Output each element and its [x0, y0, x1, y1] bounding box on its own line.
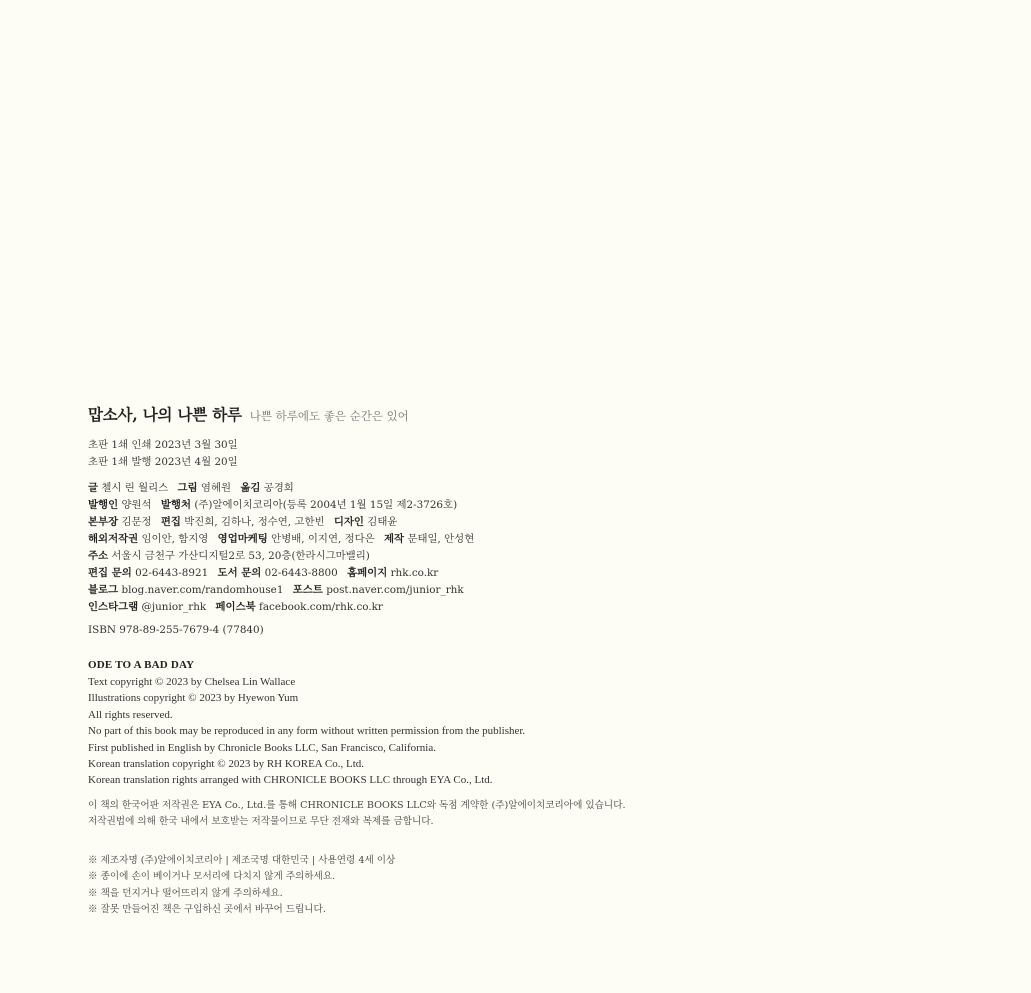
house-name: (주)알에이치코리아(등록 2004년 1월 15일 제2-3726호) [194, 499, 458, 511]
book-contact-label: 도서 문의 [217, 567, 262, 579]
book-subtitle: 나쁜 하루에도 좋은 순간은 있어 [249, 409, 409, 423]
book-title: 맙소사, 나의 나쁜 하루 [88, 405, 242, 424]
copyright-notice: 저작권법에 의해 한국 내에서 보호받는 저작물이므로 무단 전재와 복제를 금합니다. [88, 816, 434, 828]
edit-contact-phone: 02-6443-8921 [135, 567, 209, 579]
edit-label: 편집 [160, 516, 181, 528]
foreign-names: 임이안, 함지영 [141, 533, 209, 545]
instagram-label: 인스타그램 [88, 601, 139, 613]
colophon [88, 403, 988, 919]
social-line [88, 599, 988, 616]
address-value: 서울시 금천구 가산디지털2로 53, 20층(한라시그마밸리) [111, 550, 370, 562]
head-label: 본부장 [88, 516, 119, 528]
english-line: Korean translation copyright © 2023 by RH KOREA Co., Ltd. [88, 758, 364, 771]
contact-line [88, 565, 988, 582]
safety-note: ※ 잘못 만들어진 책은 구입하신 곳에서 바꾸어 드립니다. [88, 904, 326, 916]
address-label: 주소 [88, 550, 109, 562]
title-row [88, 403, 988, 425]
post-label: 포스트 [292, 584, 323, 596]
publisher-name: 양원석 [121, 499, 152, 511]
design-label: 디자인 [333, 516, 364, 528]
safety-note: ※ 제조자명 (주)알에이치코리아 | 제조국명 대한민국 | 사용연령 4세 이상 [88, 854, 396, 866]
head-name: 김문정 [121, 516, 152, 528]
edit-names: 박진희, 김하나, 정수연, 고한빈 [184, 516, 325, 528]
english-line: Illustrations copyright © 2023 by Hyewon Yum [88, 692, 299, 705]
publisher-label: 발행인 [88, 499, 119, 511]
isbn: ISBN 978-89-255-7679-4 (77840) [88, 624, 264, 636]
credits-line [88, 480, 988, 497]
address-line [88, 548, 988, 565]
safety-note: ※ 책을 던지거나 떨어뜨리지 않게 주의하세요. [88, 887, 283, 899]
illust-name: 염혜원 [200, 482, 232, 494]
homepage-label: 홈페이지 [347, 567, 388, 579]
blog-label: 블로그 [88, 584, 119, 596]
illust-label: 그림 [177, 482, 198, 494]
author-name: 첼시 린 월리스 [101, 482, 169, 494]
facebook-label: 페이스북 [215, 601, 256, 613]
blog-line [88, 582, 988, 599]
foreign-label: 해외저작권 [88, 533, 139, 545]
book-contact-phone: 02-6443-8800 [264, 567, 338, 579]
house-label: 발행처 [160, 499, 191, 511]
copyright-notice: 이 책의 한국어판 저작권은 EYA Co., Ltd.를 통해 CHRONICLE BOOKS LLC와 독점 계약한 (주)알에이치코리아에 있습니다. [88, 799, 626, 811]
production-names: 문태일, 안성현 [407, 533, 475, 545]
blog-url: blog.naver.com/randomhouse1 [121, 584, 284, 596]
english-title: ODE TO A BAD DAY [88, 659, 195, 671]
marketing-label: 영업마케팅 [217, 533, 268, 545]
homepage-url: rhk.co.kr [390, 567, 439, 579]
english-line: All rights reserved. [88, 708, 173, 721]
facebook-url: facebook.com/rhk.co.kr [258, 601, 383, 613]
design-name: 김태윤 [367, 516, 398, 528]
edition-publish: 초판 1쇄 발행 2023년 4월 20일 [88, 456, 238, 468]
author-label: 글 [88, 482, 99, 494]
marketing-names: 안병배, 이지연, 정다은 [271, 533, 375, 545]
edit-contact-label: 편집 문의 [88, 567, 132, 579]
english-line: First published in English by Chronicle Books LLC, San Francisco, California. [88, 741, 436, 754]
edition-print: 초판 1쇄 인쇄 2023년 3월 30일 [88, 439, 238, 451]
post-url: post.naver.com/junior_rhk [326, 584, 464, 596]
production-label: 제작 [384, 533, 405, 545]
trans-name: 공경희 [263, 482, 294, 494]
english-line: No part of this book may be reproduced in any form without written permission from the publisher. [88, 725, 526, 738]
rights-line [88, 531, 988, 548]
publisher-line [88, 497, 988, 514]
safety-note: ※ 종이에 손이 베이거나 모서리에 다치지 않게 주의하세요. [88, 871, 336, 883]
staff-line [88, 514, 988, 531]
english-line: Korean translation rights arranged with CHRONICLE BOOKS LLC through EYA Co., Ltd. [88, 774, 493, 787]
english-line: Text copyright © 2023 by Chelsea Lin Wallace [88, 676, 296, 688]
trans-label: 옮김 [240, 482, 261, 494]
instagram-handle: @junior_rhk [141, 601, 207, 613]
